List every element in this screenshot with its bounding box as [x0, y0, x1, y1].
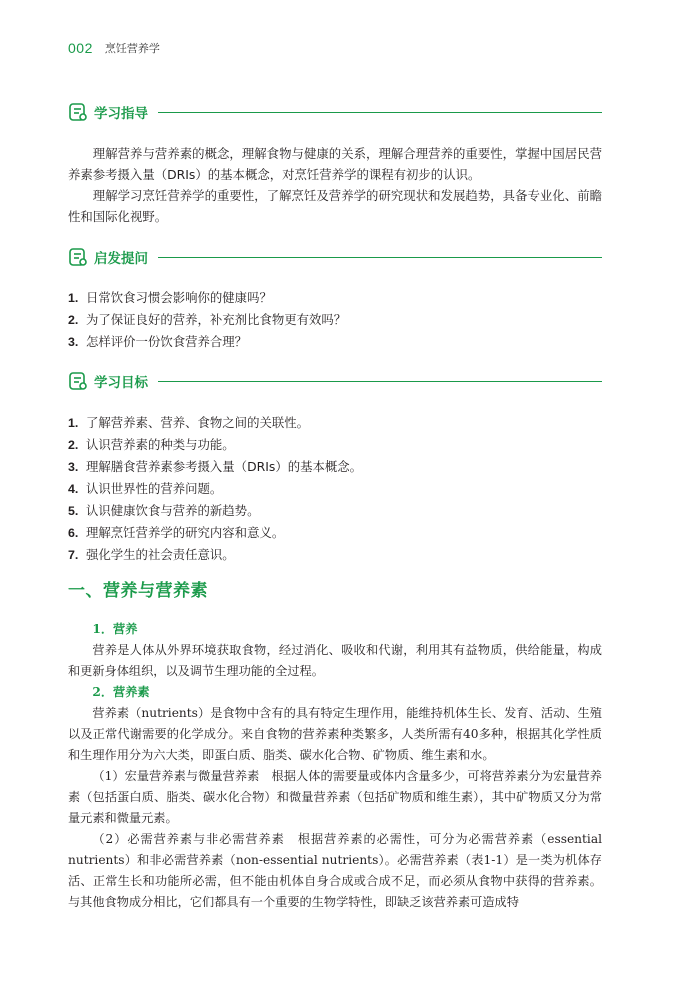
nutrients-paragraph: 营养素（nutrients）是食物中含有的具有特定生理作用，能维持机体生长、发育、活动、生殖以及正常代谢需要的化学成分。来自食物的营养素种类繁多，人类所需有40多种，根据其化学性质和生理作用分为六大类，即蛋白质、脂类、碳水化合物、矿物质、维生素和水。	[68, 706, 602, 762]
section-title-objectives: 学习目标	[94, 375, 148, 391]
section-title-guide: 学习指导	[94, 106, 148, 122]
subsection-title-nutrition: 1．营养	[92, 622, 138, 636]
essential-paragraph: （2）必需营养素与非必需营养素 根据营养素的必需性，可分为必需营养素（essential nutrients）和非必需营养素（non-essential nutrients）。必需营养素（表1-1）是一类为机体存活、正常生长和功能所必需，但不能由机体自身合成或合成不足，而必须从食物中获得的营养素。与其他食物成分相比，它们都具有一个重要的生物学特性，即缺乏该营养素可造成特	[68, 832, 602, 909]
nutrition-paragraph: 营养是人体从外界环境获取食物，经过消化、吸收和代谢，利用其有益物质，供给能量，构成和更新身体组织，以及调节生理功能的全过程。	[68, 643, 602, 678]
list-item: 1. 了解营养素、营养、食物之间的关联性。	[68, 415, 310, 430]
section-title-questions: 启发提问	[94, 251, 148, 267]
list-item: 7. 强化学生的社会责任意识。	[68, 547, 235, 562]
page-number: 002	[68, 40, 93, 56]
study-notes-icon	[68, 371, 88, 391]
list-item: 2. 认识营养素的种类与功能。	[68, 437, 235, 452]
study-notes-icon	[68, 102, 88, 122]
section-divider	[158, 257, 602, 258]
study-notes-icon	[68, 247, 88, 267]
section-divider	[158, 381, 602, 382]
list-item: 2. 为了保证良好的营养，补充剂比食物更有效吗？	[68, 312, 347, 327]
list-item: 5. 认识健康饮食与营养的新趋势。	[68, 503, 260, 518]
subsection-title-nutrients: 2．营养素	[92, 685, 150, 699]
objective-list	[68, 412, 602, 566]
section-header-guide	[68, 101, 602, 123]
list-item: 1. 日常饮食习惯会影响你的健康吗？	[68, 290, 272, 305]
section-header-objectives	[68, 370, 602, 392]
section-header-questions	[68, 246, 602, 268]
chapter-body	[68, 619, 602, 913]
guide-paragraph-2: 理解学习烹饪营养学的重要性，了解烹饪及营养学的研究现状和发展趋势，具备专业化、前瞻性和国际化视野。	[68, 188, 602, 224]
list-item: 3. 怎样评价一份饮食营养合理？	[68, 334, 248, 349]
running-header	[68, 40, 160, 56]
list-item: 4. 认识世界性的营养问题。	[68, 481, 223, 496]
list-item: 6. 理解烹饪营养学的研究内容和意义。	[68, 525, 285, 540]
chapter-heading: 一、营养与营养素	[68, 581, 208, 601]
question-list	[68, 287, 602, 353]
book-title: 烹饪营养学	[104, 42, 160, 55]
list-item: 3. 理解膳食营养素参考摄入量（DRIs）的基本概念。	[68, 459, 363, 474]
section-divider	[158, 112, 602, 113]
macro-micro-paragraph: （1）宏量营养素与微量营养素 根据人体的需要量或体内含量多少，可将营养素分为宏量营养素（包括蛋白质、脂类、碳水化合物）和微量营养素（包括矿物质和维生素），其中矿物质又分为常量元素和微量元素。	[68, 769, 602, 825]
guide-paragraph-1: 理解营养与营养素的概念，理解食物与健康的关系，理解合理营养的重要性，掌握中国居民营养素参考摄入量（DRIs）的基本概念，对烹饪营养学的课程有初步的认识。	[68, 146, 602, 182]
